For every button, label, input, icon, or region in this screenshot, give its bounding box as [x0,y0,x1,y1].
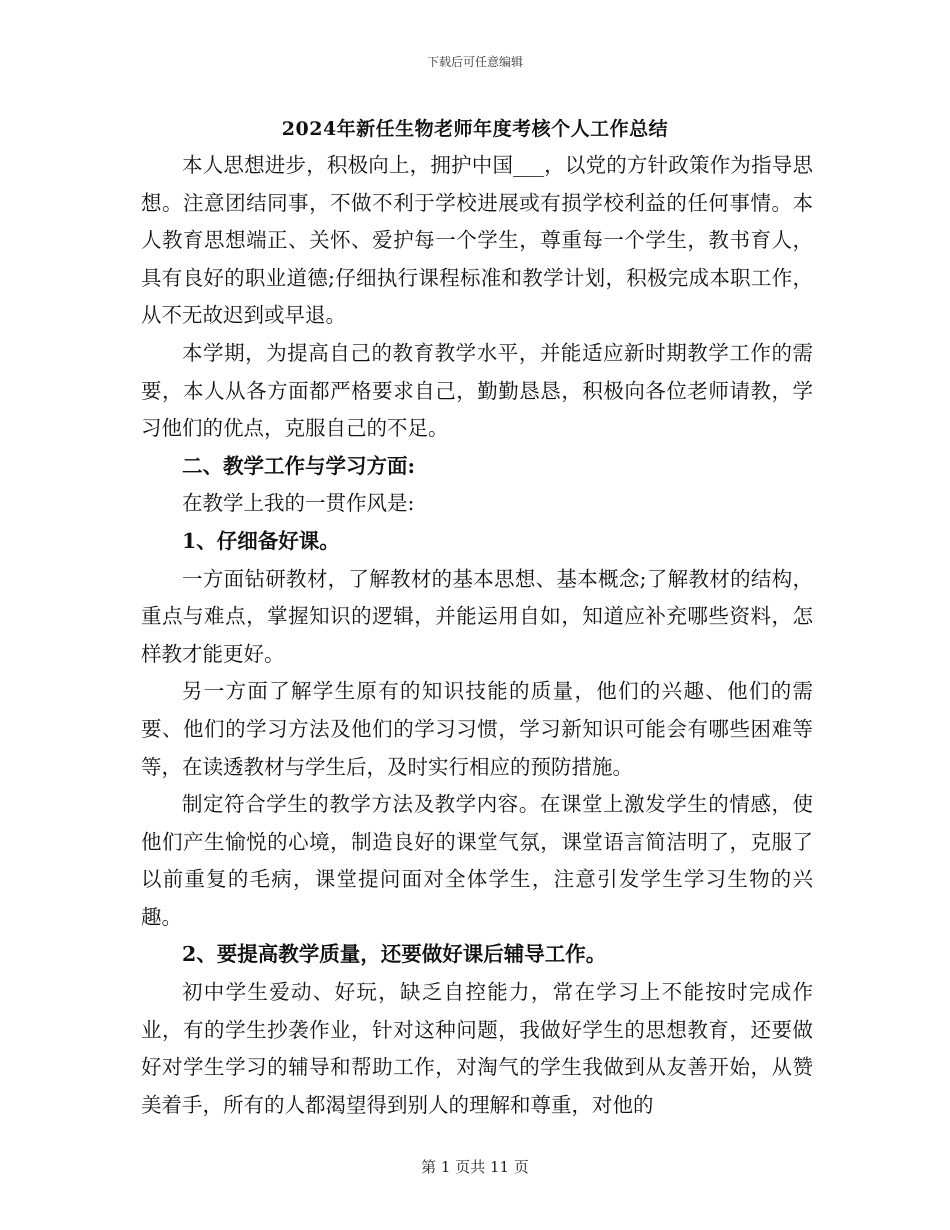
paragraph: 本人思想进步，积极向上，拥护中国___，以党的方针政策作为指导思想。注意团结同事，不做不利于学校进展或有损学校利益的任何事情。本人教育思想端正、关怀、爱护每一个学生，尊重每一个学生，教书育人，具有良好的职业道德;仔细执行课程标准和教学计划，积极完成本职工作，从不无故迟到或早退。 [141,153,813,328]
subsection-heading: 2、要提高教学质量，还要做好课后辅导工作。 [182,942,607,967]
paragraph: 在教学上我的一贯作风是: [182,491,415,516]
page-header: 下载后可任意编辑 [426,55,523,69]
page-number: 第 1 页共 11 页 [421,1158,529,1176]
paragraph: 一方面钻研教材，了解教材的基本思想、基本概念;了解教材的结构，重点与难点，掌握知识的逻辑，并能运用自如，知道应补充哪些资料，怎样教才能更好。 [141,566,813,666]
paragraph: 制定符合学生的教学方法及教学内容。在课堂上激发学生的情感，使他们产生愉悦的心境，制造良好的课堂气氛，课堂语言简洁明了，克服了以前重复的毛病，课堂提问面对全体学生，注意引发学生学习生物的兴趣。 [141,792,813,929]
paragraph: 本学期，为提高自己的教育教学水平，并能适应新时期教学工作的需要，本人从各方面都严格要求自己，勤勤恳恳，积极向各位老师请教，学习他们的优点，克服自己的不足。 [141,340,813,441]
document-title: 2024年新任生物老师年度考核个人工作总结 [281,118,669,140]
paragraph: 另一方面了解学生原有的知识技能的质量，他们的兴趣、他们的需要、他们的学习方法及他们的学习习惯，学习新知识可能会有哪些困难等等，在读透教材与学生后，及时实行相应的预防措施。 [141,679,813,779]
subsection-heading: 1、仔细备好课。 [182,528,340,553]
paragraph: 初中学生爱动、好玩，缺乏自控能力，常在学习上不能按时完成作业，有的学生抄袭作业，针对这种问题，我做好学生的思想教育，还要做好对学生学习的辅导和帮助工作，对淘气的学生我做到从友善开始，从赞美着手，所有的人都渴望得到别人的理解和尊重，对他的 [141,980,813,1117]
section-heading: 二、教学工作与学习方面: [182,453,416,478]
document-body [141,147,813,1124]
